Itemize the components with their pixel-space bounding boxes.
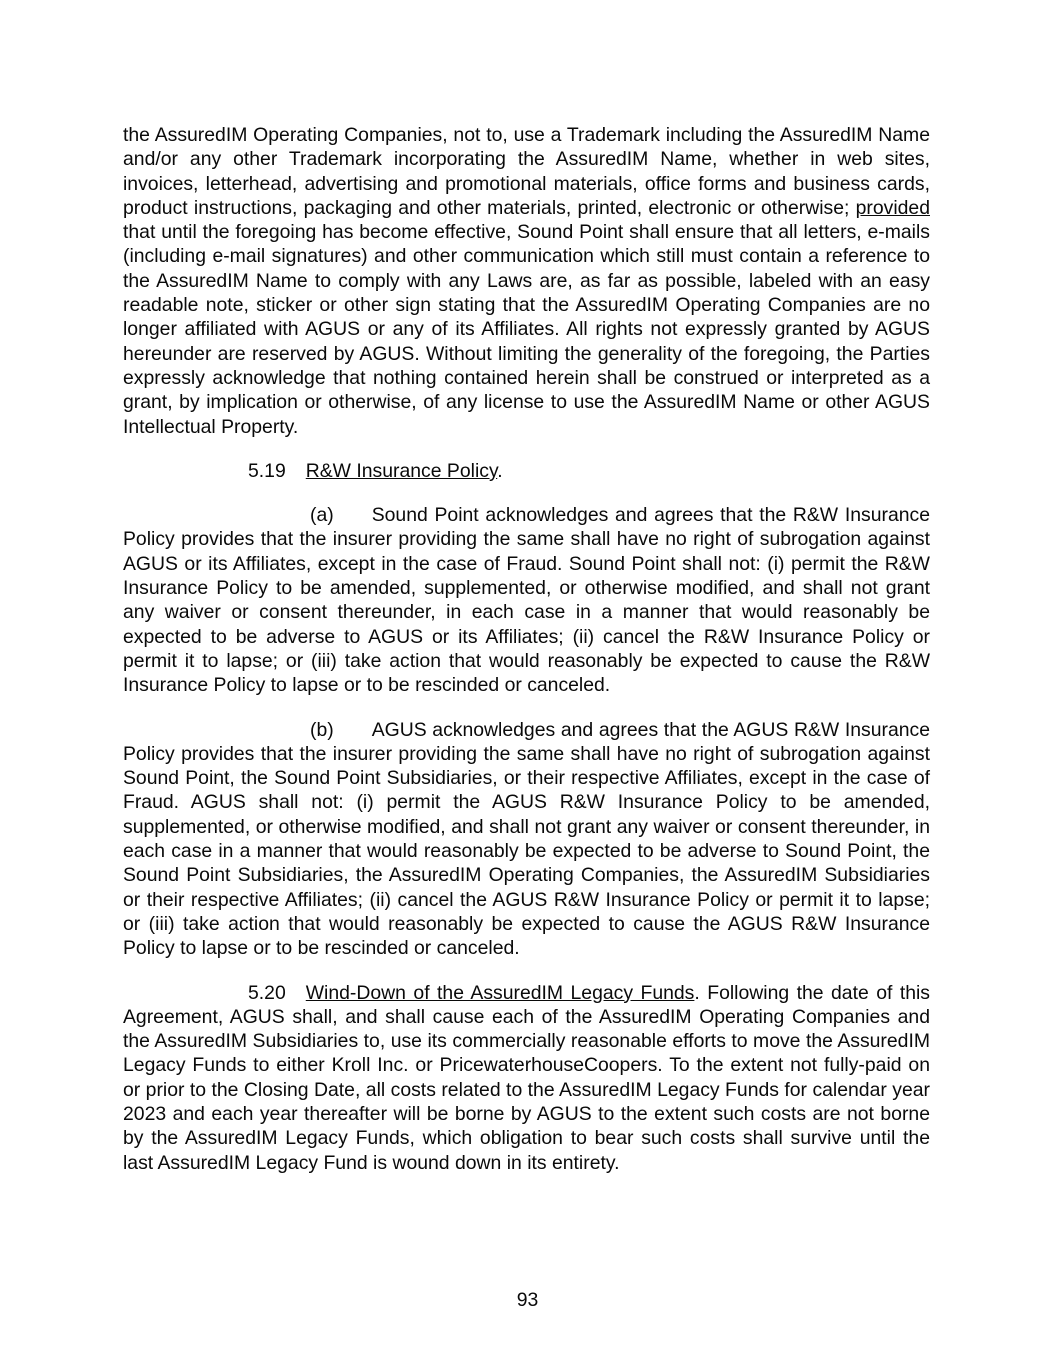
underlined-text-segment: provided	[855, 196, 930, 219]
section-5-19-period: .	[497, 459, 503, 482]
page-number: 93	[516, 1289, 539, 1311]
paragraph-a-text: Sound Point acknowledges and agrees that the R&W Insurance Policy provides that the insurer providing the same shall have no right of subrogation against AGUS or its Affiliates, except in the case of Fraud. Sound Point shall not: (i) permit the R&W Insurance Policy to be amended, supplemented, or otherwise modified, and shall not grant any waiver or consent thereunder, in each case in a manner that would reasonably be expected to be adverse to AGUS or its Affiliates; (ii) cancel the R&W Insurance Policy or permit it to lapse; or (iii) take action that would reasonably be expected to cause the R&W Insurance Policy to lapse or to be rescinded or canceled.	[123, 504, 930, 697]
text-segment: that until the foregoing has become effective, Sound Point shall ensure that all letters, e-mails (including e-mail signatures) and other communication which still must contain a reference to the AssuredIM Name to comply with any Laws are, as far as possible, labeled with an easy readable note, sticker or other sign stating that the AssuredIM Operating Companies are no longer affiliated with AGUS or any of its Affiliates. All rights not expressly granted by AGUS hereunder are reserved by AGUS. Without limiting the generality of the foregoing, the Parties expressly acknowledge that nothing contained herein shall be construed or interpreted as a grant, by implication or otherwise, of any license to use the AssuredIM Name or other AGUS Intellectual Property.	[123, 221, 930, 438]
section-5-19-title: R&W Insurance Policy	[305, 459, 498, 482]
paragraph-b-label: (b)	[310, 718, 334, 741]
paragraph-a	[123, 503, 930, 697]
section-5-20-title: Wind-Down of the AssuredIM Legacy Funds	[305, 981, 695, 1004]
document-body	[123, 123, 930, 1195]
section-5-19-number: 5.19	[248, 459, 286, 482]
paragraph-a-label: (a)	[310, 504, 334, 527]
paragraph-b-text: AGUS acknowledges and agrees that the AGUS R&W Insurance Policy provides that the insurer providing the same shall have no right of subrogation against Sound Point, the Sound Point Subsidiaries, or their respective Affiliates, except in the case of Fraud. AGUS shall not: (i) permit the AGUS R&W Insurance Policy to be amended, supplemented, or otherwise modified, and shall not grant any waiver or consent thereunder, in each case in a manner that would reasonably be expected to be adverse to Sound Point, the Sound Point Subsidiaries, the AssuredIM Operating Companies, the AssuredIM Subsidiaries or their respective Affiliates; (ii) cancel the AGUS R&W Insurance Policy or permit it to lapse; or (iii) take action that would reasonably be expected to cause the AGUS R&W Insurance Policy to lapse or to be rescinded or canceled.	[123, 718, 930, 960]
text-segment: the AssuredIM Operating Companies, not to, use a Trademark including the AssuredIM Name and/or any other Trademark incorporating the AssuredIM Name, whether in web sites, invoices, letterhead, advertising and promotional materials, office forms and business cards, product instructions, packaging and other materials, printed, electronic or otherwise;	[123, 124, 930, 219]
section-5-20-paragraph	[123, 981, 930, 1175]
paragraph-continuation	[123, 123, 930, 439]
section-5-20-number: 5.20	[248, 981, 286, 1004]
section-5-20-text: . Following the date of this Agreement, AGUS shall, and shall cause each of the AssuredIM Operating Companies and the AssuredIM Subsidiaries to, use its commercially reasonable efforts to move the AssuredIM Legacy Funds to either Kroll Inc. or PricewaterhouseCoopers. To the extent not fully-paid on or prior to the Closing Date, all costs related to the AssuredIM Legacy Funds for calendar year 2023 and each year thereafter will be borne by AGUS to the extent such costs are not borne by the AssuredIM Legacy Funds, which obligation to bear such costs shall survive until the last AssuredIM Legacy Fund is wound down in its entirety.	[123, 981, 931, 1174]
section-5-19-heading	[123, 459, 930, 483]
paragraph-b	[123, 718, 930, 961]
